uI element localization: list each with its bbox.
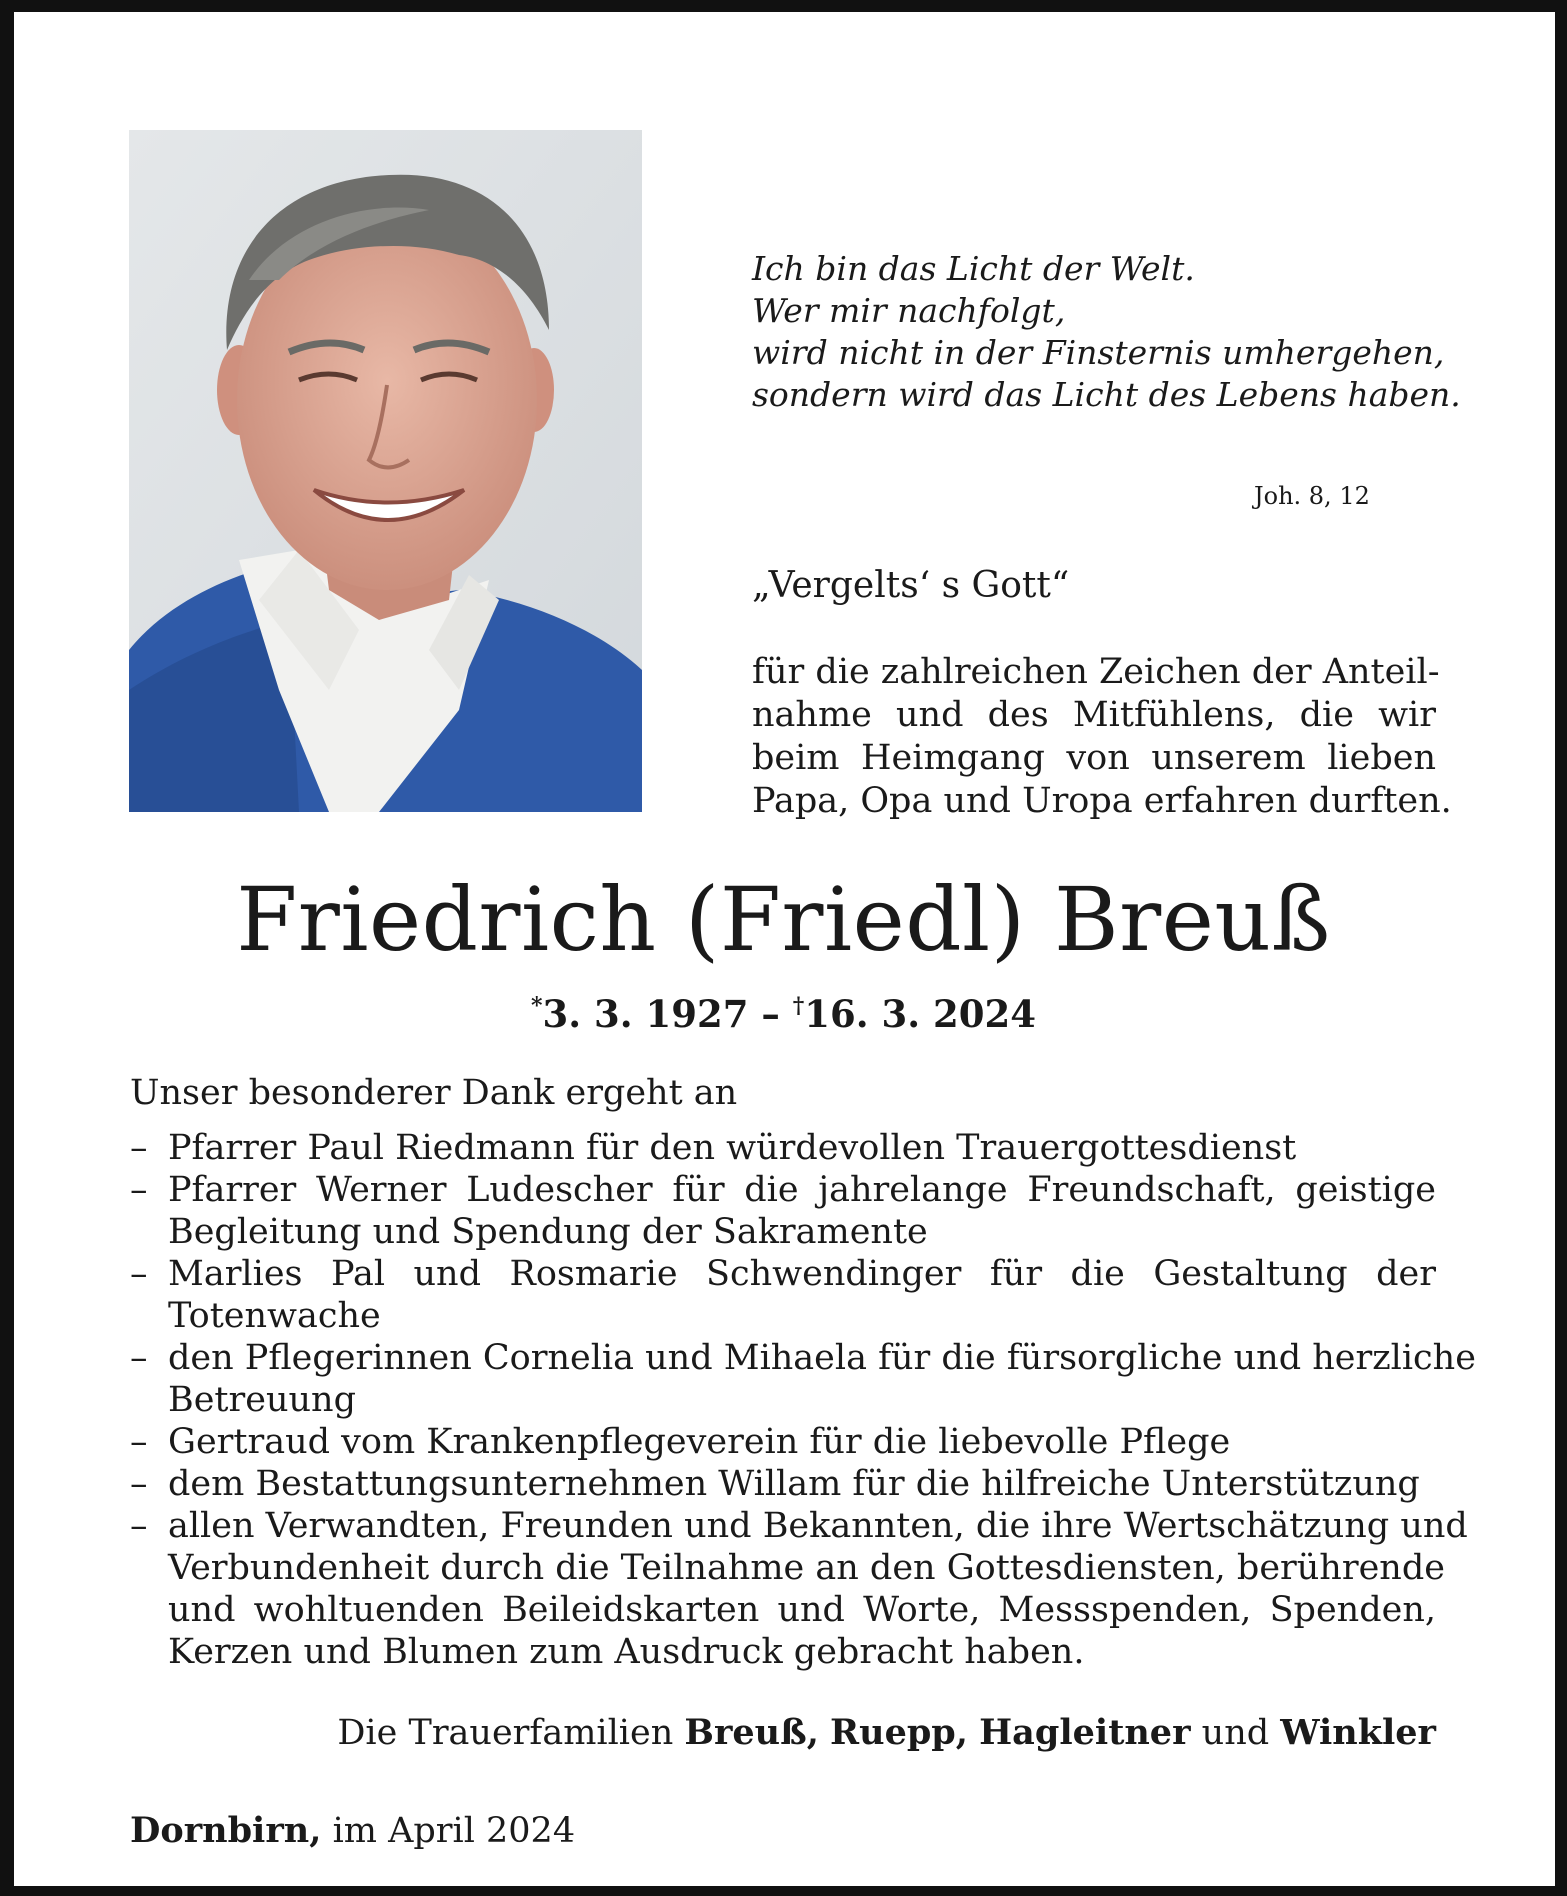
families-signature — [337, 1712, 1436, 1753]
list-item — [130, 1421, 1436, 1463]
portrait-photo — [129, 130, 642, 812]
thanks-line: beim Heimgang von unserem lieben — [752, 738, 1436, 778]
place-date — [130, 1810, 575, 1851]
thanks-line: für die zahlreichen Zeichen der Anteil- — [752, 652, 1440, 692]
list-item-line: Begleitung und Spendung der Sakramente — [168, 1212, 928, 1252]
death-date: 16. 3. 2024 — [804, 992, 1037, 1036]
thanks-line: Papa, Opa und Uropa erfahren durften. — [752, 781, 1452, 821]
place-month: im April 2024 — [332, 1811, 576, 1851]
birth-date: 3. 3. 1927 — [542, 992, 749, 1036]
list-item — [130, 1337, 1476, 1421]
list-item-line: – Pfarrer Paul Riedmann für den würdevollen Trauergottesdienst — [168, 1128, 1297, 1168]
thanks-line: nahme und des Mitfühlens, die wir — [752, 695, 1436, 735]
list-item-line: – Gertraud vom Krankenpflegeverein für die liebevolle Pflege — [168, 1422, 1231, 1462]
verse-line: Wer mir nachfolgt, — [752, 291, 1066, 330]
deceased-name: Friedrich (Friedl) Breuß — [236, 868, 1331, 971]
verse-line: wird nicht in der Finsternis umhergehen, — [752, 333, 1445, 372]
list-item-line: – Pfarrer Werner Ludescher für die jahrelange Freundschaft, geistige — [168, 1170, 1436, 1210]
list-item — [130, 1169, 1436, 1253]
list-item — [130, 1463, 1436, 1505]
family-name: Ruepp, — [830, 1712, 968, 1753]
verse-line: sondern wird das Licht des Lebens haben. — [752, 375, 1461, 414]
families-conjunction: und — [1201, 1713, 1270, 1753]
list-item-line: Betreuung — [168, 1380, 356, 1420]
bible-verse — [752, 248, 1461, 416]
birth-symbol: * — [530, 993, 543, 1019]
list-item-line: Totenwache — [168, 1296, 381, 1336]
vergelts-heading: „Vergelts‘ s Gott“ — [752, 565, 1070, 606]
place-city: Dornbirn, — [130, 1810, 322, 1851]
dank-list — [130, 1127, 1476, 1673]
families-prefix: Die Trauerfamilien — [337, 1713, 685, 1753]
family-name: Hagleitner — [979, 1712, 1191, 1753]
date-separator: – — [748, 992, 793, 1036]
list-item-line: – allen Verwandten, Freunden und Bekannten, die ihre Wertschätzung und — [168, 1506, 1468, 1546]
list-item-line: – Marlies Pal und Rosmarie Schwendinger für die Gestaltung der — [168, 1254, 1436, 1294]
family-name: Winkler — [1280, 1712, 1436, 1753]
list-item — [130, 1127, 1436, 1169]
verse-source: Joh. 8, 12 — [1254, 482, 1370, 510]
list-item-line: Verbundenheit durch die Teilnahme an den Gottesdiensten, berührende — [168, 1548, 1445, 1588]
list-item-line: – den Pflegerinnen Cornelia und Mihaela für die fürsorgliche und herzliche — [168, 1338, 1476, 1378]
family-name: Breuß, — [684, 1712, 819, 1753]
list-item — [130, 1505, 1468, 1673]
list-item-line: und wohltuenden Beileidskarten und Worte, Messspenden, Spenden, — [168, 1590, 1436, 1630]
list-item — [130, 1253, 1436, 1337]
life-dates — [0, 992, 1567, 1036]
list-item-line: Kerzen und Blumen zum Ausdruck gebracht haben. — [168, 1632, 1085, 1672]
thanks-paragraph — [752, 651, 1452, 823]
list-item-line: – dem Bestattungsunternehmen Willam für die hilfreiche Unterstützung — [168, 1464, 1420, 1504]
dank-intro: Unser besonderer Dank ergeht an — [130, 1073, 738, 1113]
verse-line: Ich bin das Licht der Welt. — [752, 249, 1195, 288]
death-symbol: † — [792, 993, 805, 1019]
